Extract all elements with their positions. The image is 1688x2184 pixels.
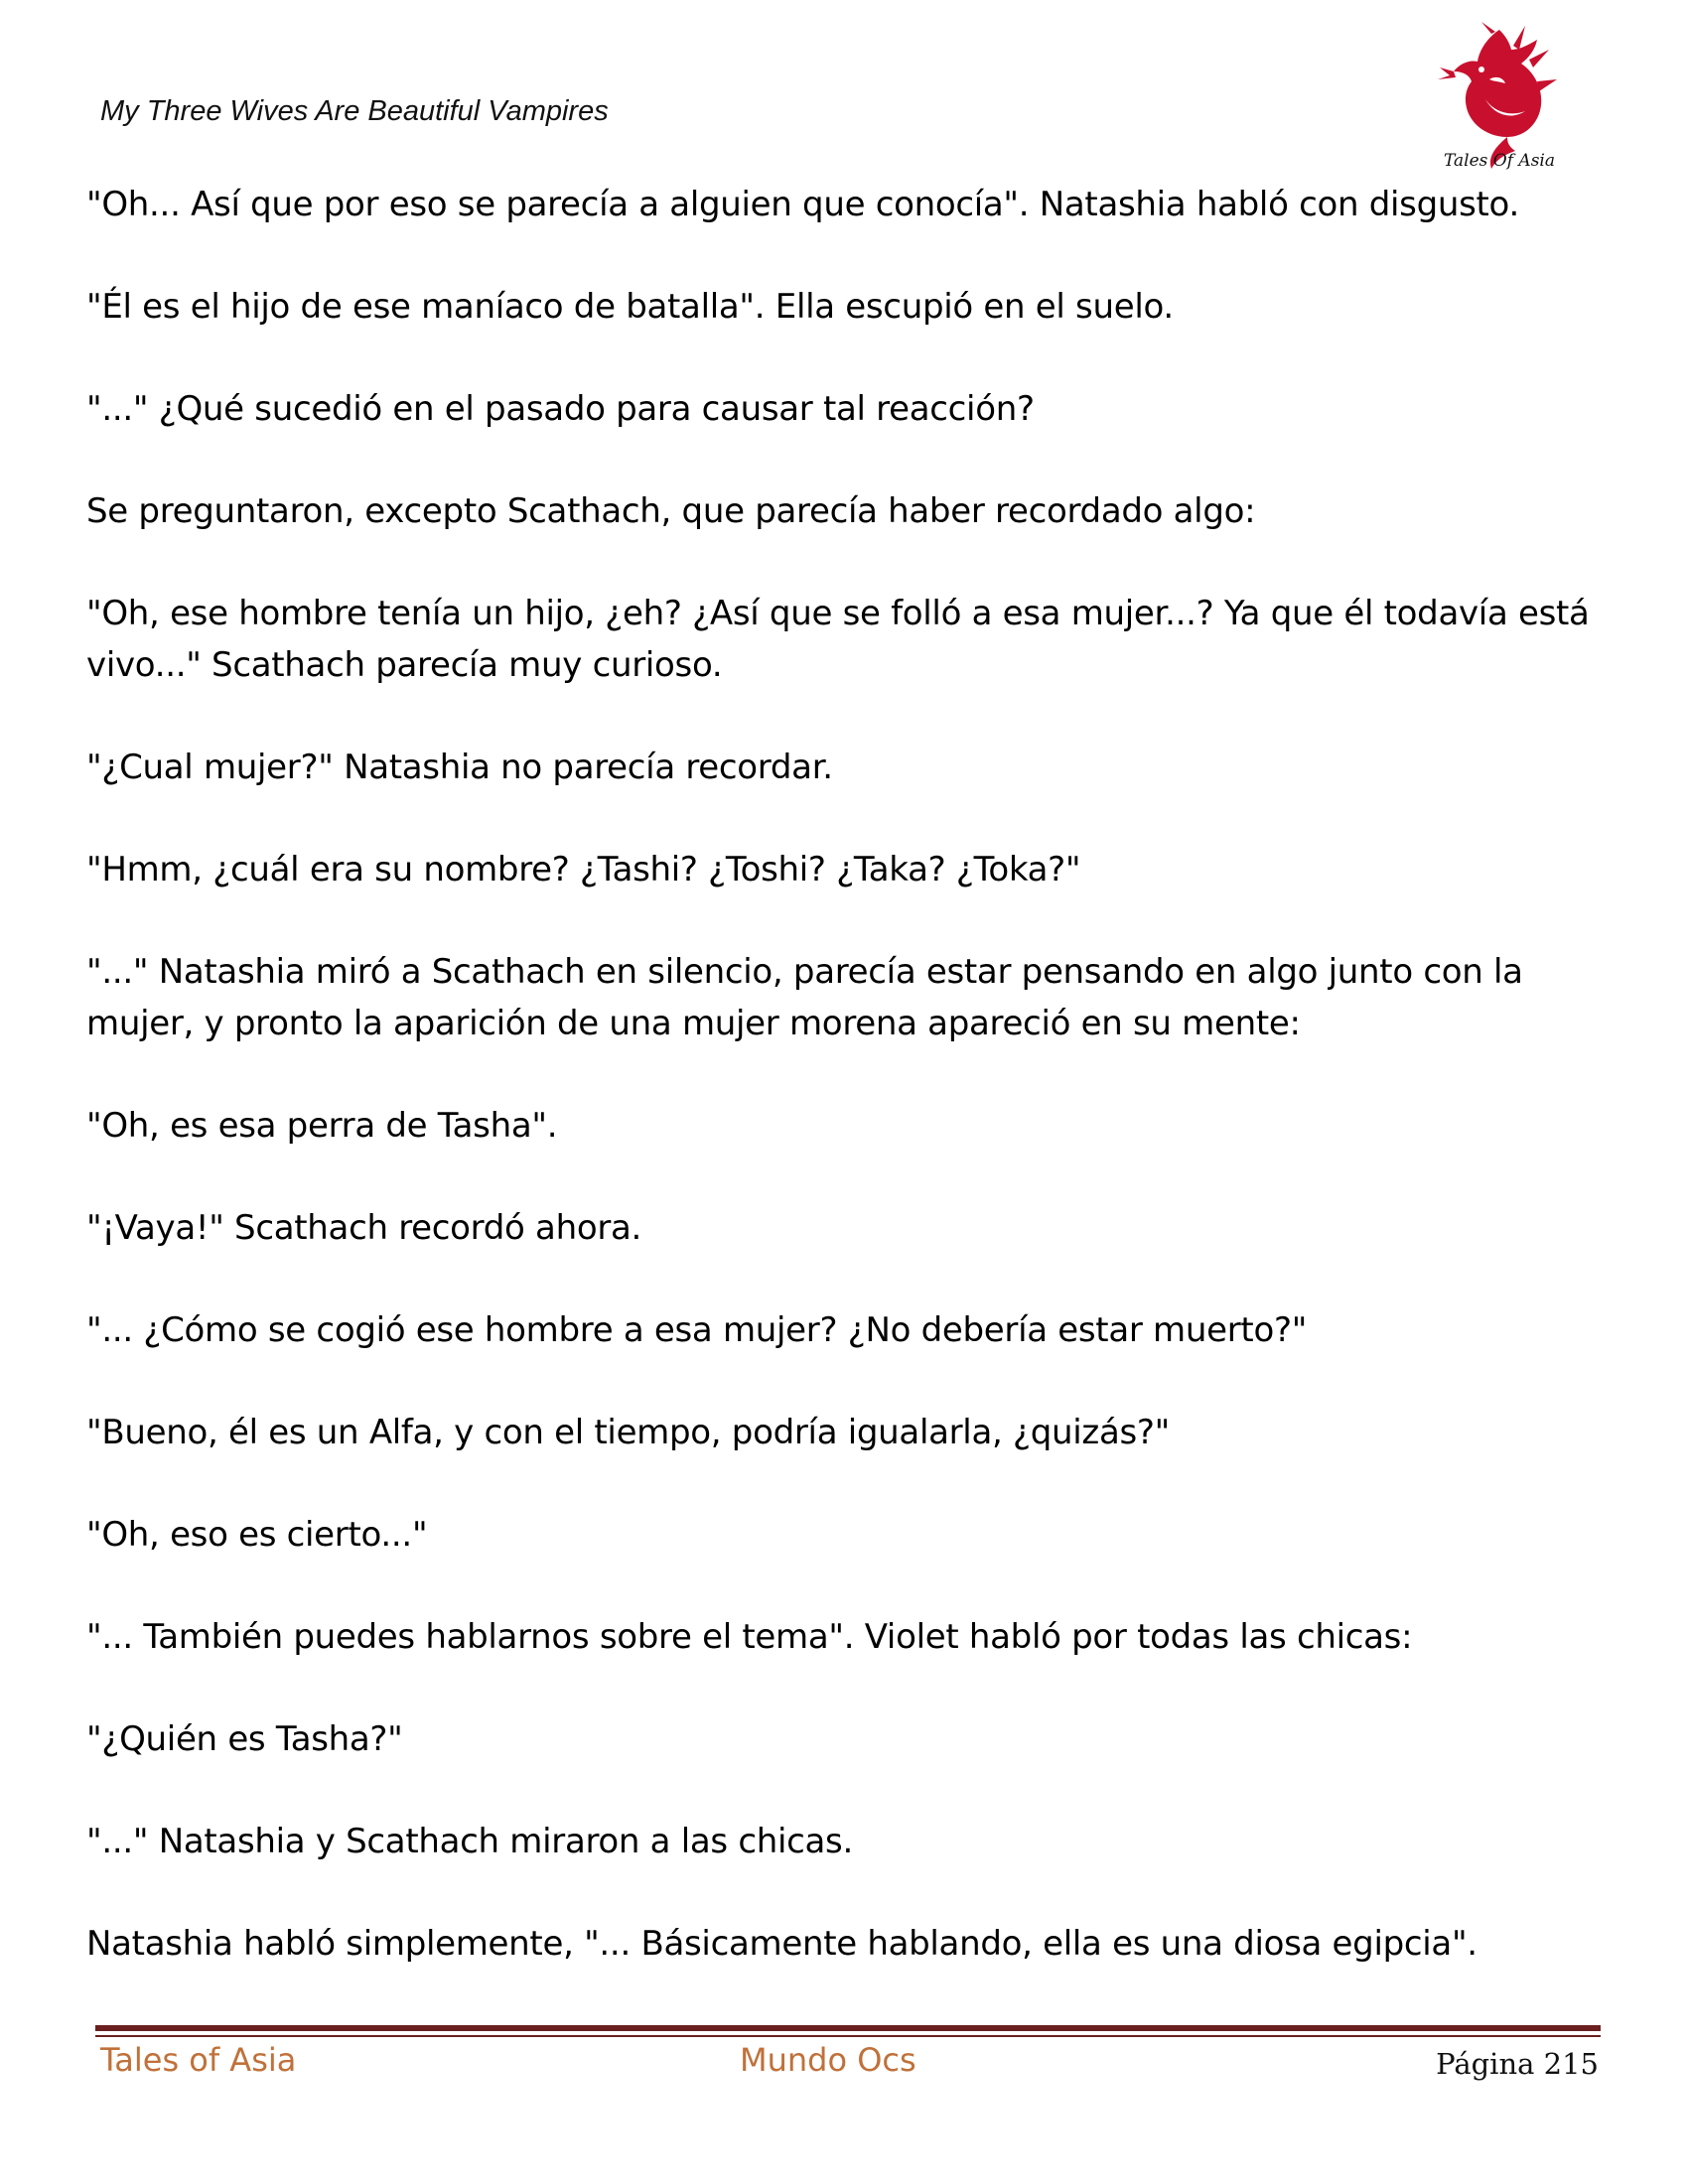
- paragraph: "..." Natashia y Scathach miraron a las chicas.: [86, 1822, 853, 1861]
- chapter-body: [86, 179, 1606, 1970]
- paragraph: "Oh... Así que por eso se parecía a alguien que conocía". Natashia habló con disgusto.: [86, 185, 1519, 224]
- logo-text: Tales Of Asia: [1444, 151, 1555, 171]
- paragraph: "¿Cual mujer?" Natashia no parecía recordar.: [86, 748, 833, 787]
- book-title: My Three Wives Are Beautiful Vampires: [100, 95, 609, 127]
- footer-divider-thin: [95, 2035, 1601, 2037]
- page-number: Página 215: [1436, 2047, 1599, 2081]
- footer-series: Mundo Ocs: [740, 2041, 916, 2079]
- paragraph: "..." Natashia miró a Scathach en silencio, parecía estar pensando en algo junto con la mujer, y pronto la aparición de una mujer morena apareció en su mente:: [86, 952, 1523, 1043]
- paragraph: "Hmm, ¿cuál era su nombre? ¿Tashi? ¿Toshi? ¿Taka? ¿Toka?": [86, 850, 1081, 889]
- paragraph: "Bueno, él es un Alfa, y con el tiempo, podría igualarla, ¿quizás?": [86, 1413, 1171, 1452]
- paragraph: "... ¿Cómo se cogió ese hombre a esa mujer? ¿No debería estar muerto?": [86, 1310, 1308, 1350]
- footer-publisher: Tales of Asia: [100, 2041, 297, 2079]
- paragraph: "..." ¿Qué sucedió en el pasado para causar tal reacción?: [86, 389, 1035, 429]
- paragraph: "Oh, ese hombre tenía un hijo, ¿eh? ¿Así que se folló a esa mujer...? Ya que él todavía está vivo..." Scathach parecía muy curioso.: [86, 594, 1590, 685]
- footer-divider-thick: [95, 2025, 1601, 2031]
- paragraph: Natashia habló simplemente, "... Básicamente hablando, ella es una diosa egipcia".: [86, 1924, 1477, 1964]
- paragraph: "¡Vaya!" Scathach recordó ahora.: [86, 1208, 642, 1248]
- paragraph: "Oh, es esa perra de Tasha".: [86, 1106, 558, 1146]
- paragraph: "Oh, eso es cierto...": [86, 1515, 428, 1555]
- paragraph: "¿Quién es Tasha?": [86, 1719, 403, 1759]
- paragraph: Se preguntaron, excepto Scathach, que parecía haber recordado algo:: [86, 491, 1256, 531]
- paragraph: "... También puedes hablarnos sobre el tema". Violet habló por todas las chicas:: [86, 1617, 1413, 1657]
- paragraph: "Él es el hijo de ese maníaco de batalla". Ella escupió en el suelo.: [86, 287, 1174, 327]
